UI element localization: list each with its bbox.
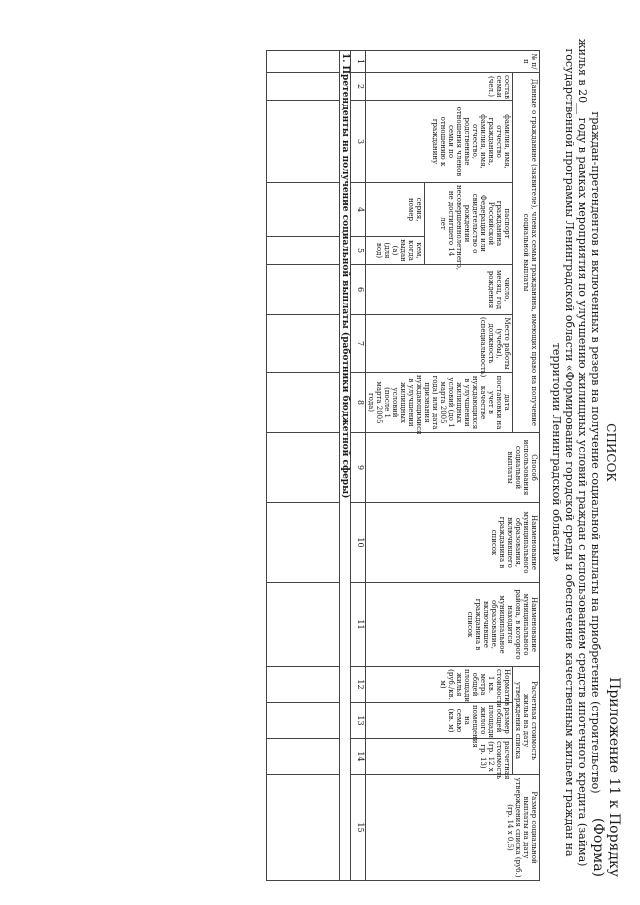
column-number: 8	[351, 373, 366, 433]
subtitle-line: территории Ленинградской области»	[550, 342, 563, 563]
subtitle	[550, 0, 602, 905]
header-passport: паспорт гражданина Российской Федерации или свидетельство о рождении несовершеннолетнего, не достигшего 14 лет	[425, 183, 513, 265]
header-series: серия, номер	[366, 183, 426, 237]
appendix-line-1: Приложение 11 к Порядку	[606, 677, 622, 877]
column-number: 7	[351, 315, 366, 373]
subtitle-line: государственной программы Ленинградской области «Формирование городской среды и обеспечение качественным жильем граждан на	[563, 48, 576, 857]
header-group: Данные о гражданине (заявителе), членах семьи гражданина, имеющих право на получение социальной выплаты	[513, 73, 540, 433]
column-number: 3	[351, 101, 366, 183]
section-title: 1. Претенденты на получение социальной выплаты (работники бюджетной сферы)	[340, 51, 351, 881]
column-number: 14	[351, 739, 366, 775]
header-work: Место работы (учебы), должность (специальность)	[366, 315, 513, 373]
empty-data-row	[267, 51, 340, 881]
column-number: 15	[351, 775, 366, 881]
header-issued: кем, когда выдан (а) (для вод)	[366, 237, 426, 265]
column-number: 10	[351, 503, 366, 583]
appendix-line-2: (Форма)	[590, 817, 606, 877]
column-number: 12	[351, 667, 366, 703]
header-num: № п/п	[366, 51, 540, 73]
header-date: дата постановки на учет в качестве нуждающихся в улучшении жилищных условий (до 1 марта 2005 года) или дата признания нуждающимися в улучшении жилищных условий (после 1 марта 2005 года)	[366, 373, 513, 433]
subtitle-line: граждан-претендентов и включенных в резерв на получение социальной выплаты на приобретение (строительство)	[589, 111, 602, 794]
subtitle-line: жилья в 20__ году в рамках мероприятия по улучшению жилищных условий граждан с использованием средств ипотечного кредита (займа)	[576, 38, 589, 867]
applicants-table	[266, 50, 540, 881]
column-number: 13	[351, 703, 366, 739]
header-district: Наименование муниципального района, в которого находится муниципальное образование, включившее гражданина в список	[366, 583, 540, 667]
header-cost-group: Расчетная стоимость жилья на дату утверждения списка	[513, 667, 540, 775]
section-row	[340, 51, 351, 881]
column-number: 1	[351, 51, 366, 73]
header-fio: фамилия, имя, отчество гражданина, фамилия, имя, отчество, родственные отношения членов семьи по отношению к гражданину	[366, 101, 513, 183]
header-birth: число, месяц, год рождения	[366, 265, 513, 315]
header-calc: расчетная стоимость (гр. 12 х гр. 13)	[366, 739, 513, 775]
column-numbers-row	[351, 51, 366, 881]
header-municipality: Наименование муниципального образования, включившего гражданина в список	[366, 503, 540, 583]
header-payment: Размер социальной выплаты на дату утверждения списка (руб.) (гр. 14 х 0,5)	[366, 775, 540, 881]
column-number: 2	[351, 73, 366, 101]
column-number: 9	[351, 433, 366, 503]
header-method: Способ использования социальной выплаты	[366, 433, 540, 503]
header-norm: Норматив стоимости 1 кв. метра общей площади жилья (руб./кв. м)	[366, 667, 513, 703]
column-number: 5	[351, 237, 366, 265]
header-composition: состав семьи (чел.)	[366, 73, 513, 101]
column-number: 11	[351, 583, 366, 667]
column-number: 4	[351, 183, 366, 237]
column-number: 6	[351, 265, 366, 315]
page-title: СПИСОК	[604, 423, 618, 482]
header-area: размер общей площади жилого помещения на семью (кв. м)	[366, 703, 513, 739]
